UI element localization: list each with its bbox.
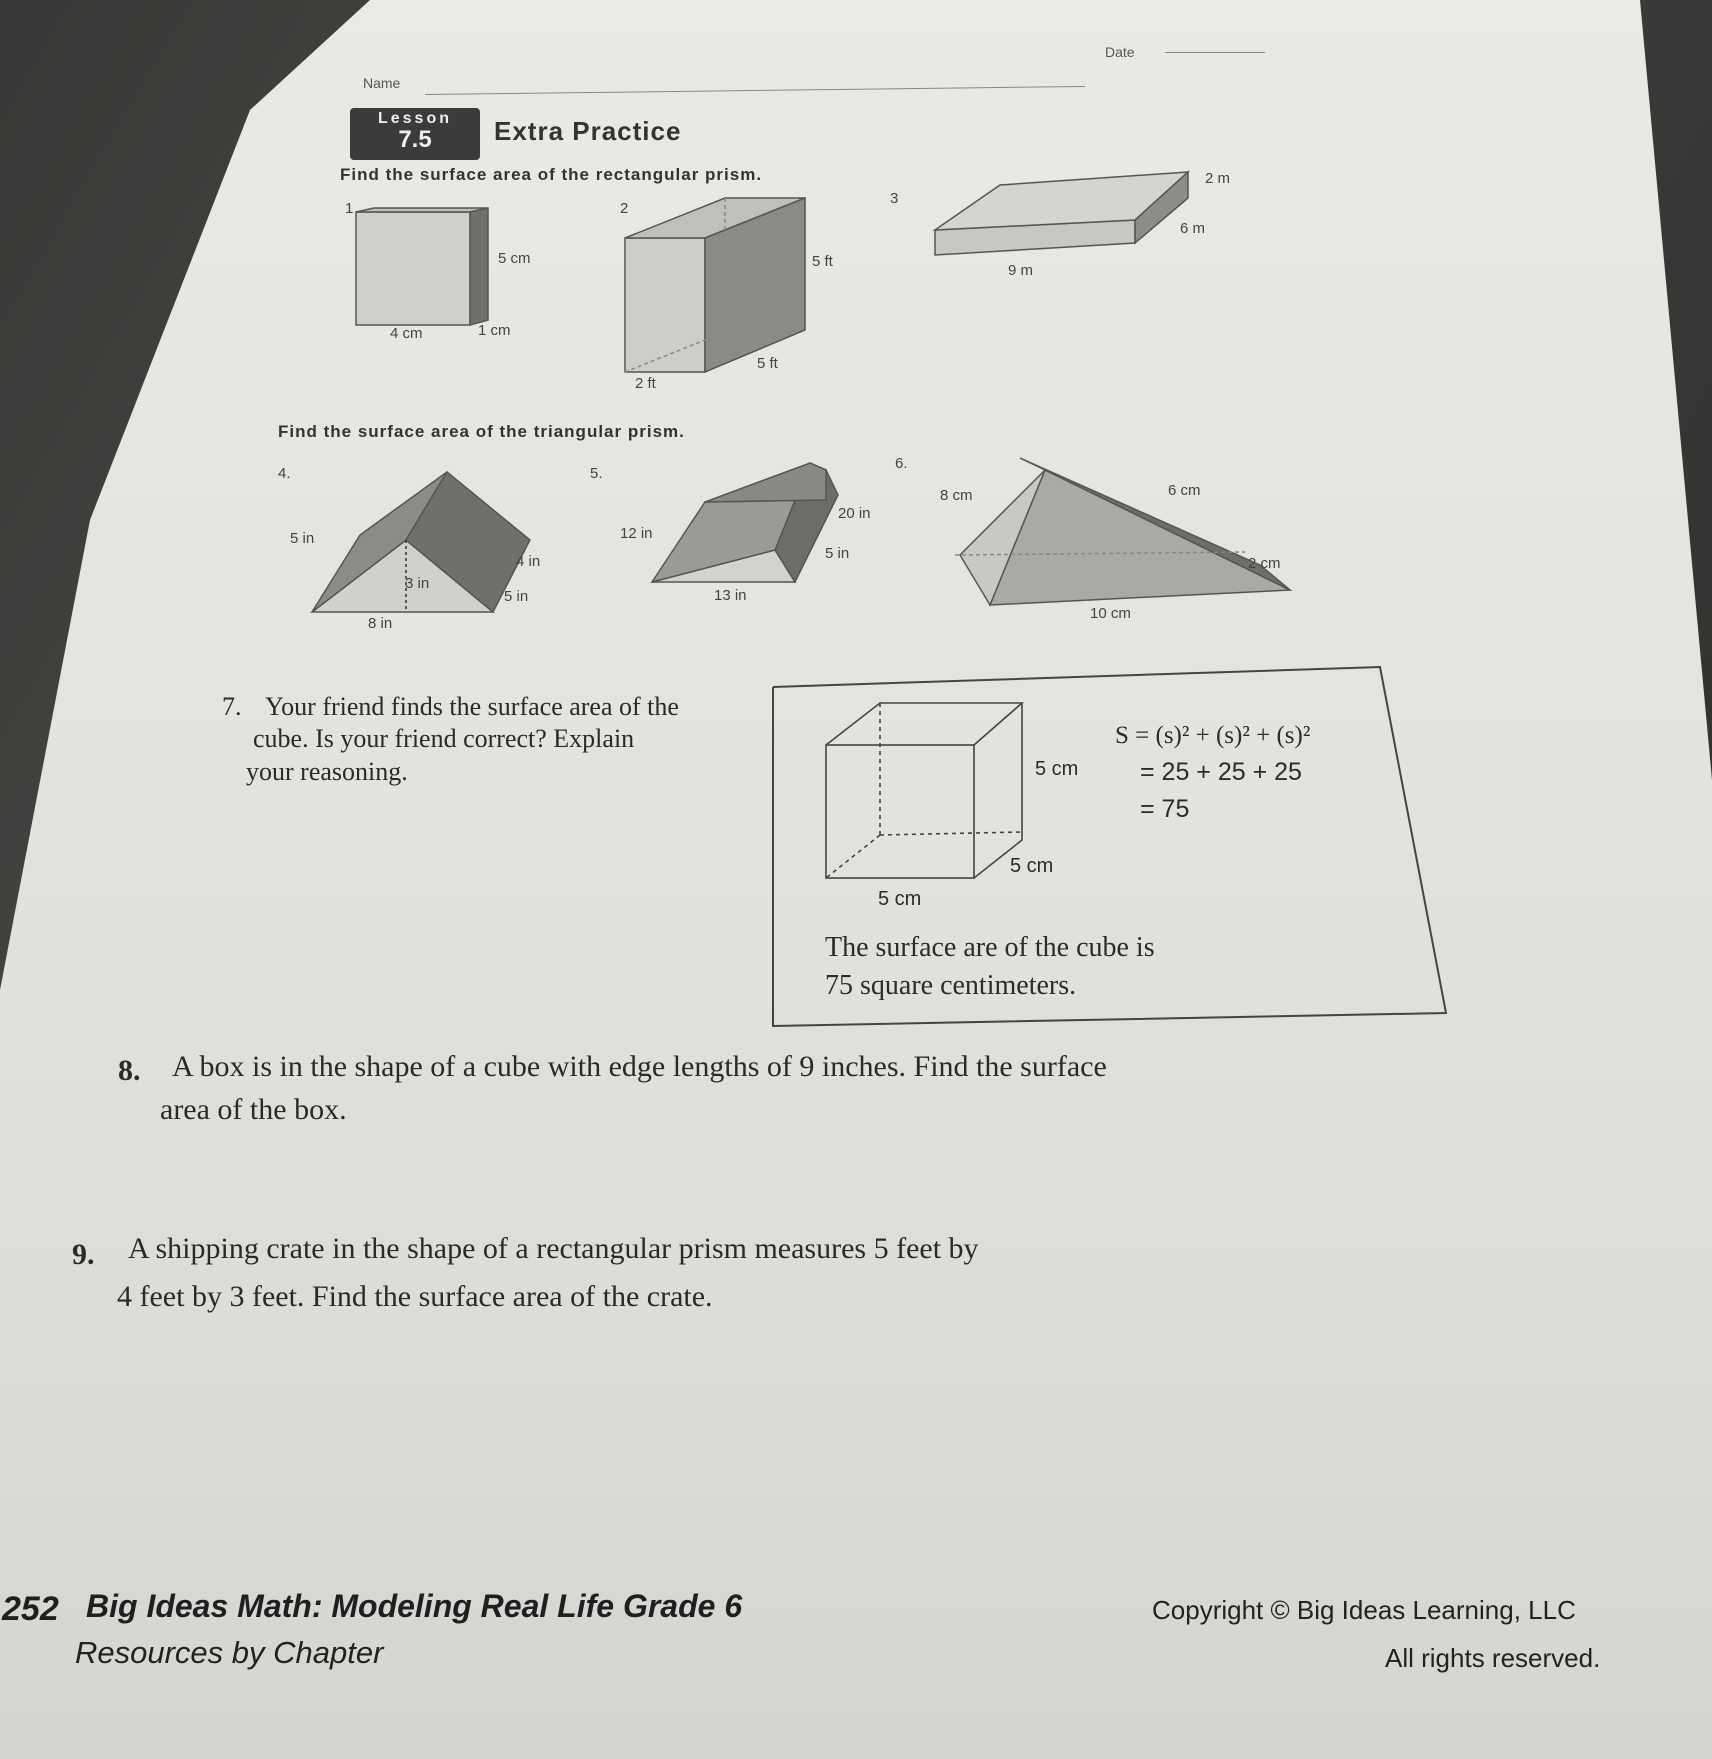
conclusion-line-1: The surface are of the cube is xyxy=(825,932,1155,963)
problem-5-dim-1: 20 in xyxy=(838,505,871,522)
name-label: Name xyxy=(363,75,401,91)
problem-6-dim-3: 2 cm xyxy=(1248,555,1281,572)
problem-7-number: 7. xyxy=(222,692,242,721)
work-line-1: S = (s)² + (s)² + (s)² xyxy=(1115,722,1311,749)
problem-4-number: 4. xyxy=(278,465,291,482)
problem-2-dim-3: 2 ft xyxy=(635,375,656,392)
page-title: Extra Practice xyxy=(494,116,682,146)
problem-3-dim-1: 2 m xyxy=(1205,170,1231,187)
problem-4-dim-1: 5 in xyxy=(290,530,315,547)
prism-figure-3 xyxy=(935,172,1188,255)
book-subtitle: Resources by Chapter xyxy=(75,1635,384,1670)
problem-7-line-1: Your friend finds the surface area of the xyxy=(265,692,679,721)
lesson-word: Lesson xyxy=(377,110,452,127)
problem-9-number: 9. xyxy=(72,1238,95,1271)
problem-1-dim-3: 1 cm xyxy=(478,322,511,339)
cube-dim-height: 5 cm xyxy=(1035,758,1079,780)
problem-2-dim-2: 5 ft xyxy=(757,355,778,372)
problem-4-dim-3: 3 in xyxy=(405,575,430,592)
problem-5-dim-2: 12 in xyxy=(620,525,653,542)
problem-6-dim-4: 10 cm xyxy=(1090,605,1131,622)
prism-figure-6 xyxy=(955,458,1290,605)
prism-figure-5 xyxy=(652,463,838,582)
problem-1-dim-1: 5 cm xyxy=(498,250,531,267)
cube-figure xyxy=(826,703,1022,878)
problem-3-dim-2: 6 m xyxy=(1180,220,1206,237)
prism-figure-1 xyxy=(356,208,488,325)
prism-figure-2 xyxy=(625,198,805,372)
problem-3-number: 3 xyxy=(890,190,899,207)
problem-8-line-2: area of the box. xyxy=(160,1093,347,1126)
problem-6-dim-1: 8 cm xyxy=(940,487,973,504)
problem-5-dim-3: 5 in xyxy=(825,545,850,562)
problem-7-line-3: your reasoning. xyxy=(246,757,408,786)
problem-2-number: 2 xyxy=(620,200,629,217)
book-title: Big Ideas Math: Modeling Real Life Grade 6 xyxy=(86,1588,743,1624)
problem-4-dim-5: 8 in xyxy=(368,615,393,632)
rect-instruction: Find the surface area of the rectangular prism. xyxy=(340,165,763,184)
problem-6-dim-2: 6 cm xyxy=(1168,482,1201,499)
lesson-number: 7.5 xyxy=(398,126,432,153)
problem-8-number: 8. xyxy=(118,1054,141,1087)
problem-5-dim-4: 13 in xyxy=(714,587,747,604)
rights-reserved: All rights reserved. xyxy=(1385,1643,1601,1673)
problem-5-number: 5. xyxy=(590,465,603,482)
conclusion-line-2: 75 square centimeters. xyxy=(825,970,1077,1001)
problem-1-number: 1 xyxy=(345,200,354,217)
work-line-2: = 25 + 25 + 25 xyxy=(1140,758,1302,786)
copyright: Copyright © Big Ideas Learning, LLC xyxy=(1152,1595,1576,1625)
tri-instruction: Find the surface area of the triangular prism. xyxy=(278,422,685,441)
problem-2-dim-1: 5 ft xyxy=(812,253,833,270)
problem-6-number: 6. xyxy=(895,455,908,472)
problem-1-dim-2: 4 cm xyxy=(390,325,423,342)
problem-9-line-2: 4 feet by 3 feet. Find the surface area of the crate. xyxy=(117,1280,713,1313)
problem-9-line-1: A shipping crate in the shape of a rectangular prism measures 5 feet by xyxy=(128,1232,979,1265)
page-number: 252 xyxy=(2,1590,59,1628)
problem-7-line-2: cube. Is your friend correct? Explain xyxy=(253,724,635,753)
date-label: Date xyxy=(1105,44,1135,60)
problem-3-dim-3: 9 m xyxy=(1008,262,1034,279)
problem-8-line-1: A box is in the shape of a cube with edge lengths of 9 inches. Find the surface xyxy=(172,1050,1107,1083)
cube-dim-depth: 5 cm xyxy=(1010,855,1054,877)
work-line-3: = 75 xyxy=(1140,795,1190,823)
problem-4-dim-2: 4 in xyxy=(516,553,541,570)
problem-4-dim-4: 5 in xyxy=(504,588,529,605)
cube-dim-width: 5 cm xyxy=(878,888,922,910)
